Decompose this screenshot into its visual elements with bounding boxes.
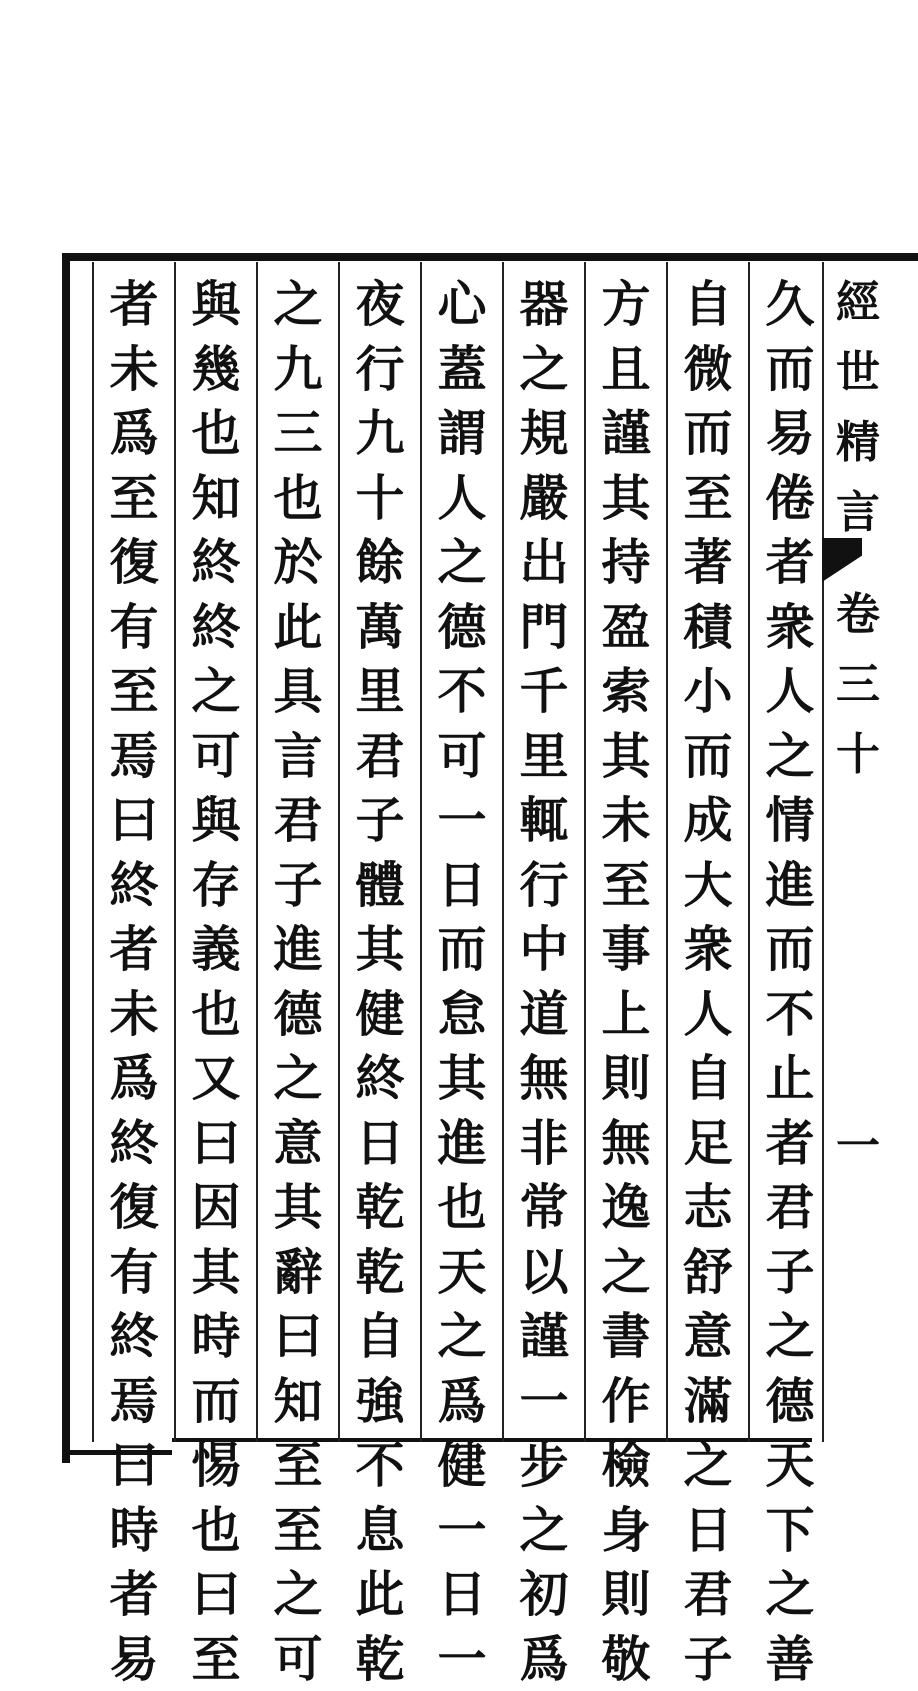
glyph: 人	[678, 982, 738, 1047]
glyph: 出	[514, 530, 574, 595]
glyph: 盈	[596, 595, 656, 660]
glyph: 而	[678, 724, 738, 789]
glyph: 也	[268, 466, 328, 531]
glyph: 之	[760, 1562, 820, 1627]
glyph: 於	[268, 530, 328, 595]
text-column-8	[186, 272, 246, 1432]
glyph: 世	[836, 338, 880, 408]
glyph: 乾	[350, 1240, 410, 1305]
column-rule	[420, 262, 422, 1442]
glyph: 意	[268, 1111, 328, 1176]
glyph: 而	[186, 1369, 246, 1434]
glyph: 其	[268, 1175, 328, 1240]
glyph: 德	[432, 595, 492, 660]
glyph: 以	[514, 1240, 574, 1305]
glyph: 者	[104, 917, 164, 982]
glyph: 進	[268, 917, 328, 982]
glyph: 終	[104, 1304, 164, 1369]
margin-volume	[826, 580, 890, 790]
glyph: 久	[760, 272, 820, 337]
glyph: 健	[350, 982, 410, 1047]
glyph: 進	[432, 1111, 492, 1176]
glyph: 也	[186, 401, 246, 466]
glyph: 爲	[104, 401, 164, 466]
glyph: 易	[760, 401, 820, 466]
glyph: 九	[350, 401, 410, 466]
glyph: 有	[104, 1240, 164, 1305]
glyph: 非	[514, 1111, 574, 1176]
glyph: 與	[186, 272, 246, 337]
text-column-1	[760, 272, 820, 1432]
glyph: 身	[596, 1498, 656, 1563]
glyph: 曰	[104, 788, 164, 853]
glyph: 終	[186, 595, 246, 660]
glyph: 成	[678, 788, 738, 853]
glyph: 索	[596, 659, 656, 724]
column-rule	[92, 262, 94, 1442]
glyph: 天	[760, 1433, 820, 1498]
glyph: 易	[104, 1627, 164, 1691]
glyph: 辭	[268, 1240, 328, 1305]
glyph: 曰	[186, 1111, 246, 1176]
glyph: 之	[514, 1498, 574, 1563]
glyph: 則	[596, 1562, 656, 1627]
glyph: 未	[104, 982, 164, 1047]
glyph: 曰	[186, 1562, 246, 1627]
glyph: 焉	[104, 724, 164, 789]
glyph: 至	[678, 466, 738, 531]
glyph: 至	[268, 1433, 328, 1498]
glyph: 道	[514, 982, 574, 1047]
glyph: 自	[350, 1304, 410, 1369]
glyph: 夜	[350, 272, 410, 337]
glyph: 里	[514, 724, 574, 789]
glyph: 日	[432, 1562, 492, 1627]
glyph: 時	[186, 1304, 246, 1369]
glyph: 至	[104, 659, 164, 724]
glyph: 十	[836, 720, 880, 790]
glyph: 也	[186, 1498, 246, 1563]
glyph: 君	[760, 1175, 820, 1240]
glyph: 積	[678, 595, 738, 660]
glyph: 德	[268, 982, 328, 1047]
glyph: 自	[678, 272, 738, 337]
glyph: 不	[350, 1433, 410, 1498]
glyph: 復	[104, 1175, 164, 1240]
column-rule	[748, 262, 750, 1442]
glyph: 此	[350, 1562, 410, 1627]
glyph: 萬	[350, 595, 410, 660]
glyph: 里	[350, 659, 410, 724]
glyph: 未	[596, 788, 656, 853]
glyph: 至	[596, 853, 656, 918]
text-column-2	[678, 272, 738, 1432]
glyph: 言	[836, 478, 880, 548]
glyph: 惕	[186, 1433, 246, 1498]
glyph: 千	[514, 659, 574, 724]
glyph: 時	[104, 1498, 164, 1563]
glyph: 舒	[678, 1240, 738, 1305]
glyph: 而	[432, 917, 492, 982]
glyph: 子	[268, 853, 328, 918]
glyph: 善	[760, 1627, 820, 1691]
glyph: 且	[596, 337, 656, 402]
glyph: 一	[432, 1627, 492, 1691]
glyph: 也	[186, 982, 246, 1047]
glyph: 不	[760, 982, 820, 1047]
margin-page-number: 一	[826, 1110, 890, 1174]
glyph: 有	[104, 595, 164, 660]
glyph: 與	[186, 788, 246, 853]
glyph: 則	[596, 1046, 656, 1111]
glyph: 至	[186, 1627, 246, 1691]
glyph: 可	[186, 724, 246, 789]
glyph: 爲	[514, 1627, 574, 1691]
glyph: 大	[678, 853, 738, 918]
frame-top-border	[62, 253, 918, 261]
glyph: 終	[186, 530, 246, 595]
glyph: 幾	[186, 337, 246, 402]
glyph: 心	[432, 272, 492, 337]
glyph: 門	[514, 595, 574, 660]
glyph: 日	[432, 853, 492, 918]
glyph: 言	[268, 724, 328, 789]
text-column-6	[350, 272, 410, 1432]
glyph: 具	[268, 659, 328, 724]
glyph: 復	[104, 530, 164, 595]
column-rule	[502, 262, 504, 1442]
column-rule	[338, 262, 340, 1442]
glyph: 人	[760, 659, 820, 724]
glyph: 可	[432, 724, 492, 789]
glyph: 曰	[104, 1433, 164, 1498]
glyph: 而	[760, 337, 820, 402]
glyph: 者	[760, 1111, 820, 1176]
glyph: 之	[760, 1304, 820, 1369]
glyph: 衆	[760, 595, 820, 660]
glyph: 情	[760, 788, 820, 853]
glyph: 子	[350, 788, 410, 853]
glyph: 逸	[596, 1175, 656, 1240]
glyph: 檢	[596, 1433, 656, 1498]
glyph: 息	[350, 1498, 410, 1563]
glyph: 衆	[678, 917, 738, 982]
glyph: 日	[678, 1498, 738, 1563]
glyph: 三	[836, 650, 880, 720]
glyph: 子	[760, 1240, 820, 1305]
glyph: 者	[104, 1562, 164, 1627]
glyph: 之	[432, 530, 492, 595]
glyph: 也	[432, 1175, 492, 1240]
glyph: 其	[596, 466, 656, 531]
glyph: 止	[760, 1046, 820, 1111]
glyph: 至	[268, 1498, 328, 1563]
glyph: 著	[678, 530, 738, 595]
glyph: 之	[678, 1433, 738, 1498]
glyph: 下	[760, 1498, 820, 1563]
glyph: 無	[514, 1046, 574, 1111]
glyph: 步	[514, 1433, 574, 1498]
glyph: 經	[836, 268, 880, 338]
glyph: 人	[432, 466, 492, 531]
column-rule	[174, 262, 176, 1442]
fishtail-mark-icon	[822, 538, 862, 582]
glyph: 倦	[760, 466, 820, 531]
glyph: 存	[186, 853, 246, 918]
glyph: 無	[596, 1111, 656, 1176]
glyph: 其	[186, 1240, 246, 1305]
glyph: 爲	[104, 1046, 164, 1111]
glyph: 謹	[596, 401, 656, 466]
text-column-4	[514, 272, 574, 1432]
glyph: 一	[432, 1498, 492, 1563]
glyph: 其	[596, 724, 656, 789]
glyph: 規	[514, 401, 574, 466]
glyph: 不	[432, 659, 492, 724]
glyph: 書	[596, 1304, 656, 1369]
column-rule	[256, 262, 258, 1442]
glyph: 三	[268, 401, 328, 466]
glyph: 又	[186, 1046, 246, 1111]
glyph: 謂	[432, 401, 492, 466]
glyph: 嚴	[514, 466, 574, 531]
glyph: 之	[186, 659, 246, 724]
glyph: 爲	[432, 1369, 492, 1434]
glyph: 之	[760, 724, 820, 789]
glyph: 初	[514, 1562, 574, 1627]
glyph: 可	[268, 1627, 328, 1691]
glyph: 之	[268, 1562, 328, 1627]
glyph: 之	[514, 337, 574, 402]
glyph: 子	[678, 1627, 738, 1691]
glyph: 體	[350, 853, 410, 918]
glyph: 其	[432, 1046, 492, 1111]
glyph: 焉	[104, 1369, 164, 1434]
glyph: 乾	[350, 1627, 410, 1691]
glyph: 者	[104, 272, 164, 337]
margin-book-title	[826, 268, 890, 548]
glyph: 怠	[432, 982, 492, 1047]
glyph: 而	[760, 917, 820, 982]
glyph: 餘	[350, 530, 410, 595]
glyph: 自	[678, 1046, 738, 1111]
glyph: 君	[678, 1562, 738, 1627]
glyph: 曰	[268, 1304, 328, 1369]
glyph: 意	[678, 1304, 738, 1369]
glyph: 器	[514, 272, 574, 337]
glyph: 作	[596, 1369, 656, 1434]
glyph: 君	[268, 788, 328, 853]
glyph: 君	[350, 724, 410, 789]
glyph: 者	[760, 530, 820, 595]
glyph: 之	[268, 1046, 328, 1111]
glyph: 日	[350, 1111, 410, 1176]
text-column-3	[596, 272, 656, 1432]
glyph: 進	[760, 853, 820, 918]
glyph: 敬	[596, 1627, 656, 1691]
glyph: 天	[432, 1240, 492, 1305]
text-column-5	[432, 272, 492, 1432]
glyph: 蓋	[432, 337, 492, 402]
glyph: 健	[432, 1433, 492, 1498]
glyph: 未	[104, 337, 164, 402]
glyph: 德	[760, 1369, 820, 1434]
frame-left-border	[62, 253, 70, 1463]
glyph: 因	[186, 1175, 246, 1240]
column-rule	[584, 262, 586, 1442]
glyph: 謹	[514, 1304, 574, 1369]
glyph: 上	[596, 982, 656, 1047]
glyph: 持	[596, 530, 656, 595]
glyph: 至	[104, 466, 164, 531]
text-column-7	[268, 272, 328, 1432]
glyph: 中	[514, 917, 574, 982]
glyph: 此	[268, 595, 328, 660]
glyph: 其	[350, 917, 410, 982]
glyph: 常	[514, 1175, 574, 1240]
glyph: 終	[104, 1111, 164, 1176]
glyph: 而	[678, 401, 738, 466]
glyph: 方	[596, 272, 656, 337]
glyph: 之	[596, 1240, 656, 1305]
glyph: 志	[678, 1175, 738, 1240]
glyph: 義	[186, 917, 246, 982]
glyph: 乾	[350, 1175, 410, 1240]
glyph: 行	[350, 337, 410, 402]
glyph: 事	[596, 917, 656, 982]
glyph: 滿	[678, 1369, 738, 1434]
margin-rule	[822, 262, 824, 1442]
glyph: 行	[514, 853, 574, 918]
column-rule	[666, 262, 668, 1442]
text-column-9	[104, 272, 164, 1432]
glyph: 九	[268, 337, 328, 402]
glyph: 十	[350, 466, 410, 531]
glyph: 終	[350, 1046, 410, 1111]
glyph: 輒	[514, 788, 574, 853]
glyph: 一	[514, 1369, 574, 1434]
glyph: 之	[432, 1304, 492, 1369]
glyph: 知	[186, 466, 246, 531]
glyph: 知	[268, 1369, 328, 1434]
glyph: 卷	[836, 580, 880, 650]
glyph: 精	[836, 408, 880, 478]
glyph: 之	[268, 272, 328, 337]
glyph: 小	[678, 659, 738, 724]
glyph: 強	[350, 1369, 410, 1434]
glyph: 微	[678, 337, 738, 402]
glyph: 足	[678, 1111, 738, 1176]
glyph: 一	[432, 788, 492, 853]
glyph: 終	[104, 853, 164, 918]
